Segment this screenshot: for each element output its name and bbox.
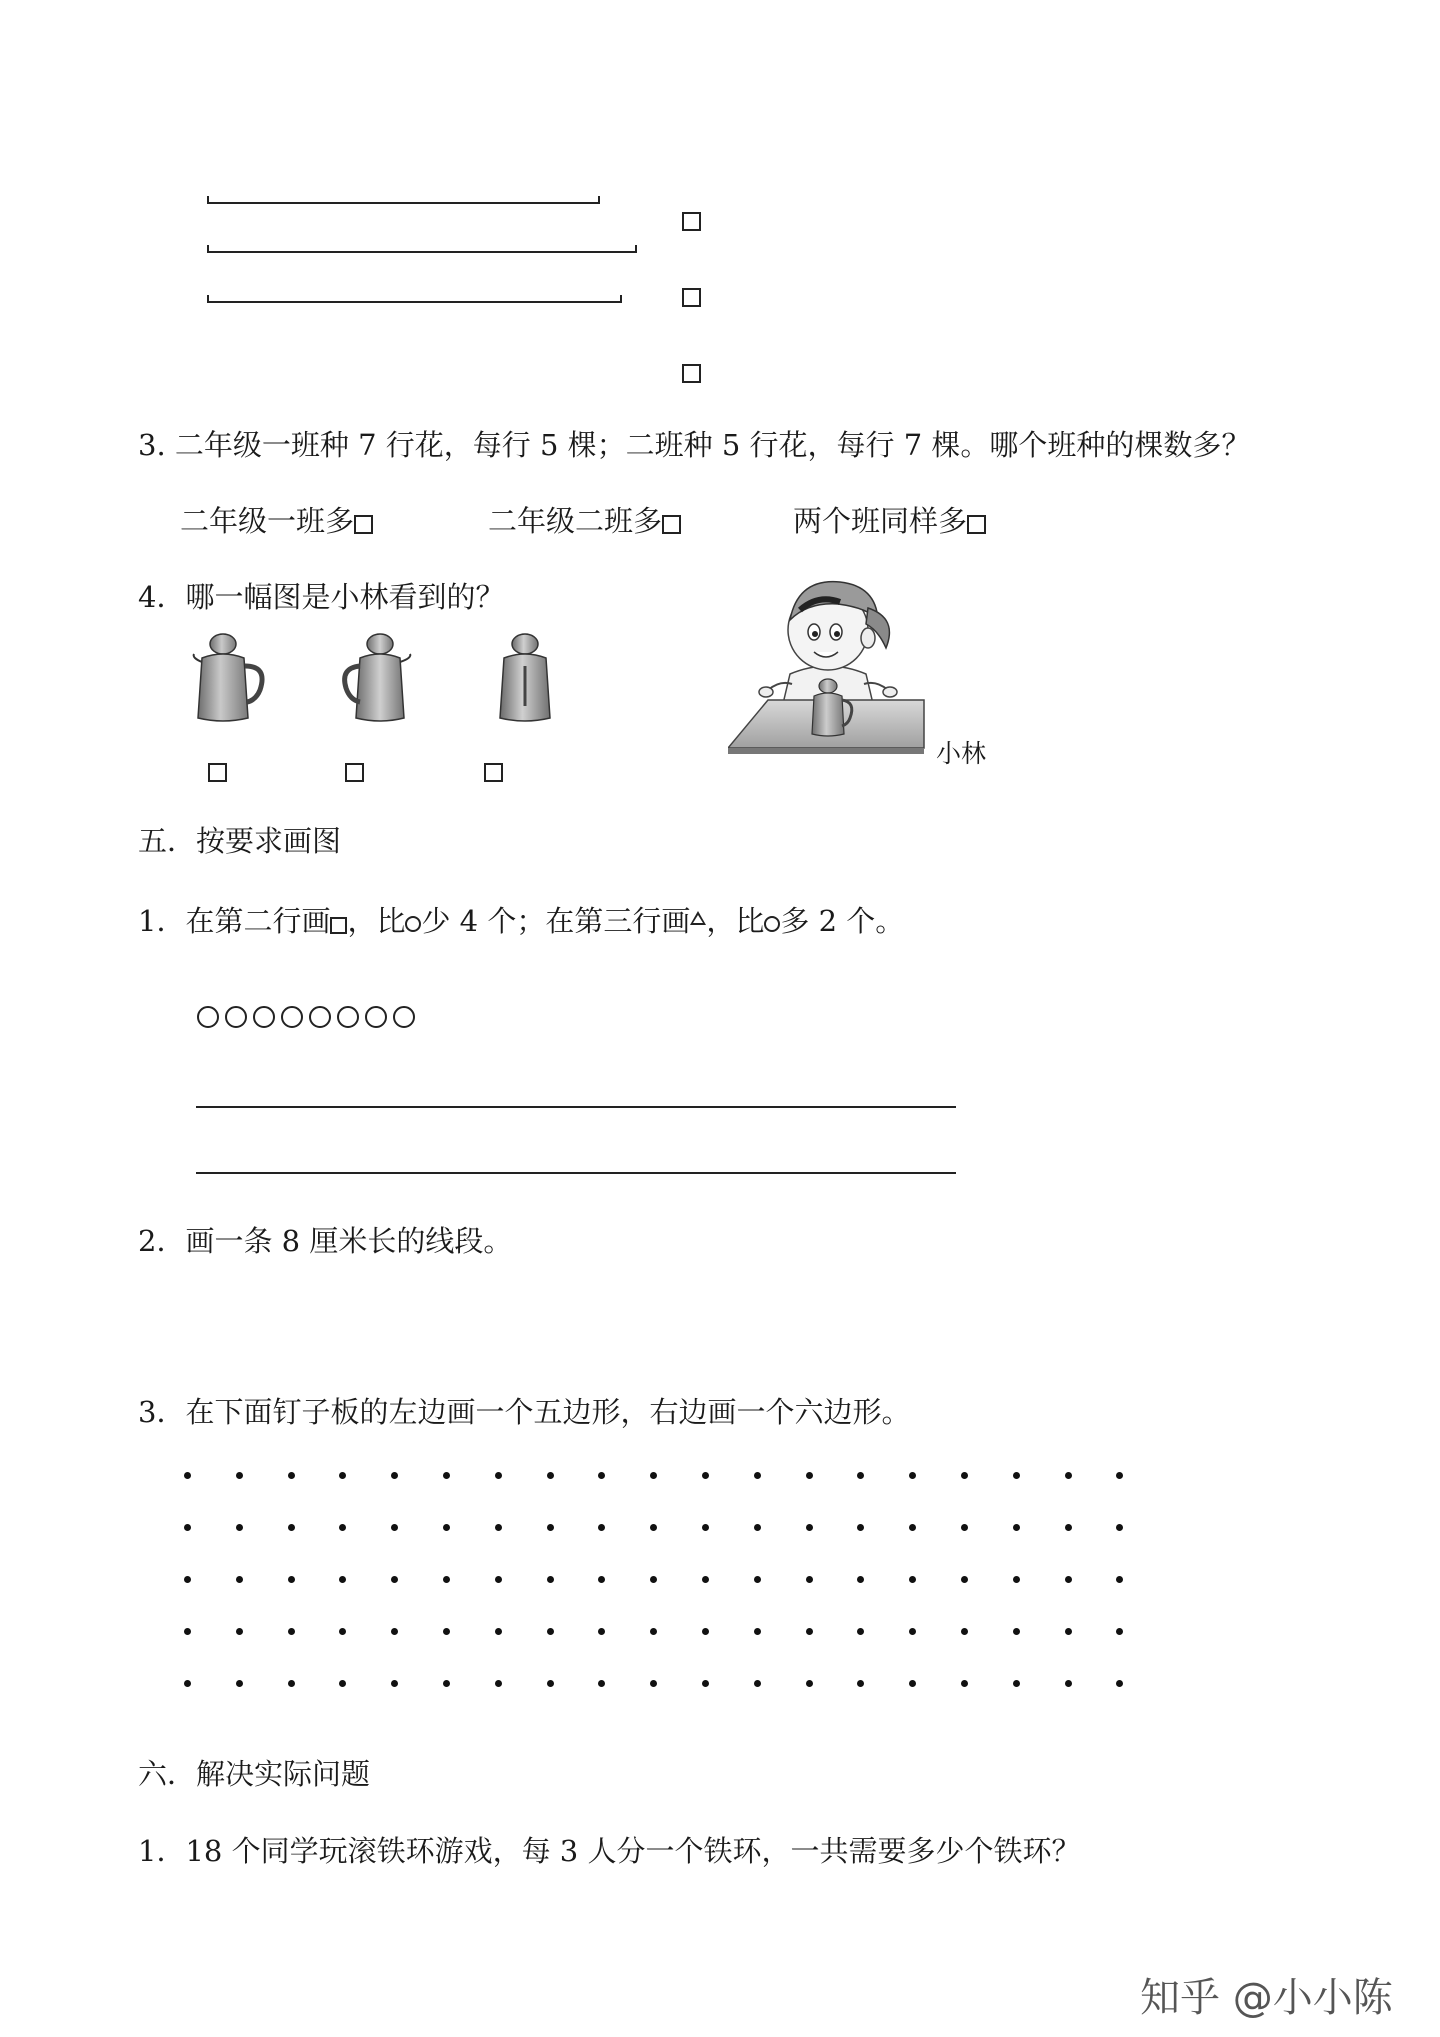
nail-dot[interactable] bbox=[1065, 1628, 1072, 1635]
nail-dot[interactable] bbox=[961, 1472, 968, 1479]
nail-dot[interactable] bbox=[339, 1680, 346, 1687]
q3-option-2-label: 二年级二班多 bbox=[488, 504, 663, 538]
q1-mid3: ，比 bbox=[706, 904, 765, 938]
circle-5 bbox=[309, 1006, 331, 1028]
nail-dot[interactable] bbox=[443, 1472, 450, 1479]
q4-option-3-box[interactable] bbox=[484, 763, 503, 782]
nail-dot[interactable] bbox=[650, 1472, 657, 1479]
nail-dot[interactable] bbox=[236, 1576, 243, 1583]
nail-dot[interactable] bbox=[547, 1680, 554, 1687]
nail-dot[interactable] bbox=[288, 1576, 295, 1583]
nail-dot[interactable] bbox=[650, 1576, 657, 1583]
nail-dot[interactable] bbox=[806, 1472, 813, 1479]
nail-dot[interactable] bbox=[1013, 1628, 1020, 1635]
nail-dot[interactable] bbox=[495, 1472, 502, 1479]
nail-dot[interactable] bbox=[443, 1524, 450, 1531]
nail-dot[interactable] bbox=[547, 1472, 554, 1479]
nail-dot[interactable] bbox=[754, 1472, 761, 1479]
q3-option-2-box[interactable] bbox=[662, 515, 681, 534]
nail-dot[interactable] bbox=[391, 1628, 398, 1635]
q1-prefix: 1．在第二行画 bbox=[138, 904, 331, 938]
nail-dot[interactable] bbox=[702, 1524, 709, 1531]
nail-dot[interactable] bbox=[495, 1628, 502, 1635]
nail-dot[interactable] bbox=[650, 1680, 657, 1687]
nail-dot[interactable] bbox=[1116, 1524, 1123, 1531]
circle-symbol-icon bbox=[764, 916, 780, 932]
nail-dot[interactable] bbox=[339, 1576, 346, 1583]
nail-dot[interactable] bbox=[857, 1472, 864, 1479]
nail-dot[interactable] bbox=[1065, 1576, 1072, 1583]
nail-dot[interactable] bbox=[288, 1472, 295, 1479]
answer-line-row-2[interactable] bbox=[196, 1106, 956, 1108]
nail-dot[interactable] bbox=[184, 1524, 191, 1531]
nail-dot[interactable] bbox=[288, 1628, 295, 1635]
circle-8 bbox=[393, 1006, 415, 1028]
nail-dot[interactable] bbox=[1116, 1472, 1123, 1479]
nail-dot[interactable] bbox=[391, 1576, 398, 1583]
nail-dot[interactable] bbox=[857, 1628, 864, 1635]
nail-dot[interactable] bbox=[598, 1628, 605, 1635]
nail-dot[interactable] bbox=[495, 1524, 502, 1531]
nail-dot[interactable] bbox=[184, 1628, 191, 1635]
nail-dot[interactable] bbox=[288, 1524, 295, 1531]
nail-dot[interactable] bbox=[1013, 1524, 1020, 1531]
nail-dot[interactable] bbox=[754, 1576, 761, 1583]
nail-dot[interactable] bbox=[702, 1628, 709, 1635]
answer-line-row-3[interactable] bbox=[196, 1172, 956, 1174]
nail-dot[interactable] bbox=[184, 1472, 191, 1479]
nail-dot[interactable] bbox=[806, 1524, 813, 1531]
nail-dot[interactable] bbox=[547, 1628, 554, 1635]
line-segment-2 bbox=[207, 245, 637, 253]
answer-box-line-3[interactable] bbox=[682, 364, 701, 383]
nail-dot[interactable] bbox=[495, 1576, 502, 1583]
section6-title: 六．解决实际问题 bbox=[138, 1757, 371, 1791]
q4-option-2-box[interactable] bbox=[345, 763, 364, 782]
section5-q1 bbox=[138, 904, 904, 938]
section6-q1: 1．18 个同学玩滚铁环游戏，每 3 人分一个铁环，一共需要多少个铁环？ bbox=[138, 1834, 1081, 1868]
nail-dot[interactable] bbox=[754, 1680, 761, 1687]
nail-dot[interactable] bbox=[1013, 1576, 1020, 1583]
nail-dot[interactable] bbox=[391, 1472, 398, 1479]
nail-dot[interactable] bbox=[961, 1680, 968, 1687]
nail-dot[interactable] bbox=[443, 1628, 450, 1635]
nail-dot[interactable] bbox=[598, 1524, 605, 1531]
circle-symbol-icon bbox=[405, 916, 421, 932]
q3-option-1 bbox=[180, 504, 373, 538]
nail-dot[interactable] bbox=[288, 1680, 295, 1687]
nail-dot[interactable] bbox=[961, 1628, 968, 1635]
section5-title: 五．按要求画图 bbox=[138, 824, 342, 858]
line-segment-1 bbox=[207, 196, 600, 204]
circle-6 bbox=[337, 1006, 359, 1028]
nail-dot[interactable] bbox=[806, 1628, 813, 1635]
circle-2 bbox=[225, 1006, 247, 1028]
nail-dot[interactable] bbox=[1065, 1524, 1072, 1531]
nail-dot[interactable] bbox=[391, 1524, 398, 1531]
circle-row bbox=[197, 1006, 415, 1028]
answer-box-line-1[interactable] bbox=[682, 212, 701, 231]
nail-dot[interactable] bbox=[236, 1680, 243, 1687]
nail-dot[interactable] bbox=[1065, 1472, 1072, 1479]
triangle-symbol-icon bbox=[690, 911, 706, 925]
q1-mid1: ，比 bbox=[347, 904, 406, 938]
answer-box-line-2[interactable] bbox=[682, 288, 701, 307]
nail-dot[interactable] bbox=[339, 1628, 346, 1635]
nail-dot[interactable] bbox=[236, 1628, 243, 1635]
q3-question: 3. 二年级一班种 7 行花，每行 5 棵；二班种 5 行花，每行 7 棵。哪个班种的棵数多？ bbox=[138, 428, 1251, 462]
nail-dot[interactable] bbox=[1116, 1628, 1123, 1635]
q3-option-1-label: 二年级一班多 bbox=[180, 504, 355, 538]
line-segment-3 bbox=[207, 295, 622, 303]
nail-dot[interactable] bbox=[598, 1576, 605, 1583]
nail-dot[interactable] bbox=[857, 1524, 864, 1531]
nail-dot[interactable] bbox=[547, 1524, 554, 1531]
nail-dot[interactable] bbox=[495, 1680, 502, 1687]
nail-dot[interactable] bbox=[1065, 1680, 1072, 1687]
section5-q2: 2．画一条 8 厘米长的线段。 bbox=[138, 1224, 513, 1258]
q3-option-2 bbox=[488, 504, 681, 538]
q3-option-3-label: 两个班同样多 bbox=[793, 504, 968, 538]
q1-suffix: 多 2 个。 bbox=[780, 904, 905, 938]
nail-dot[interactable] bbox=[1013, 1680, 1020, 1687]
nail-dot[interactable] bbox=[806, 1576, 813, 1583]
nail-dot[interactable] bbox=[1116, 1576, 1123, 1583]
q3-option-1-box[interactable] bbox=[354, 515, 373, 534]
nail-dot[interactable] bbox=[754, 1524, 761, 1531]
q3-option-3-box[interactable] bbox=[967, 515, 986, 534]
circle-3 bbox=[253, 1006, 275, 1028]
xiaolin-illustration bbox=[728, 568, 928, 758]
nail-dot[interactable] bbox=[909, 1472, 916, 1479]
nail-dot[interactable] bbox=[236, 1472, 243, 1479]
square-symbol-icon bbox=[330, 917, 347, 934]
xiaolin-label: 小林 bbox=[936, 739, 987, 768]
nail-dot[interactable] bbox=[547, 1576, 554, 1583]
nail-dot[interactable] bbox=[339, 1472, 346, 1479]
nail-dot[interactable] bbox=[909, 1628, 916, 1635]
nail-dot[interactable] bbox=[443, 1680, 450, 1687]
nail-dot[interactable] bbox=[184, 1576, 191, 1583]
nail-dot[interactable] bbox=[236, 1524, 243, 1531]
nail-board[interactable] bbox=[184, 1472, 1124, 1692]
nail-dot[interactable] bbox=[650, 1524, 657, 1531]
nail-dot[interactable] bbox=[391, 1680, 398, 1687]
section5-q3: 3．在下面钉子板的左边画一个五边形，右边画一个六边形。 bbox=[138, 1395, 911, 1429]
nail-dot[interactable] bbox=[702, 1472, 709, 1479]
nail-dot[interactable] bbox=[702, 1680, 709, 1687]
circle-1 bbox=[197, 1006, 219, 1028]
kettle-back-view-icon bbox=[490, 632, 560, 724]
nail-dot[interactable] bbox=[702, 1576, 709, 1583]
circle-4 bbox=[281, 1006, 303, 1028]
nail-dot[interactable] bbox=[1116, 1680, 1123, 1687]
watermark: 知乎 @小小陈 bbox=[1140, 1975, 1393, 2021]
nail-dot[interactable] bbox=[857, 1576, 864, 1583]
nail-dot[interactable] bbox=[650, 1628, 657, 1635]
kettle-side-view-icon bbox=[340, 632, 420, 724]
q4-option-1-box[interactable] bbox=[208, 763, 227, 782]
nail-dot[interactable] bbox=[1013, 1472, 1020, 1479]
q3-option-3 bbox=[793, 504, 986, 538]
nail-dot[interactable] bbox=[806, 1680, 813, 1687]
nail-dot[interactable] bbox=[857, 1680, 864, 1687]
nail-dot[interactable] bbox=[909, 1576, 916, 1583]
nail-dot[interactable] bbox=[339, 1524, 346, 1531]
nail-dot[interactable] bbox=[443, 1576, 450, 1583]
nail-dot[interactable] bbox=[598, 1472, 605, 1479]
nail-dot[interactable] bbox=[909, 1524, 916, 1531]
q4-question: 4．哪一幅图是小林看到的？ bbox=[138, 580, 505, 614]
nail-dot[interactable] bbox=[754, 1628, 761, 1635]
nail-dot[interactable] bbox=[909, 1680, 916, 1687]
circle-7 bbox=[365, 1006, 387, 1028]
nail-dot[interactable] bbox=[961, 1576, 968, 1583]
nail-dot[interactable] bbox=[961, 1524, 968, 1531]
nail-dot[interactable] bbox=[598, 1680, 605, 1687]
kettle-front-view-icon bbox=[190, 632, 270, 724]
q1-mid2: 少 4 个；在第三行画 bbox=[421, 904, 691, 938]
nail-dot[interactable] bbox=[184, 1680, 191, 1687]
